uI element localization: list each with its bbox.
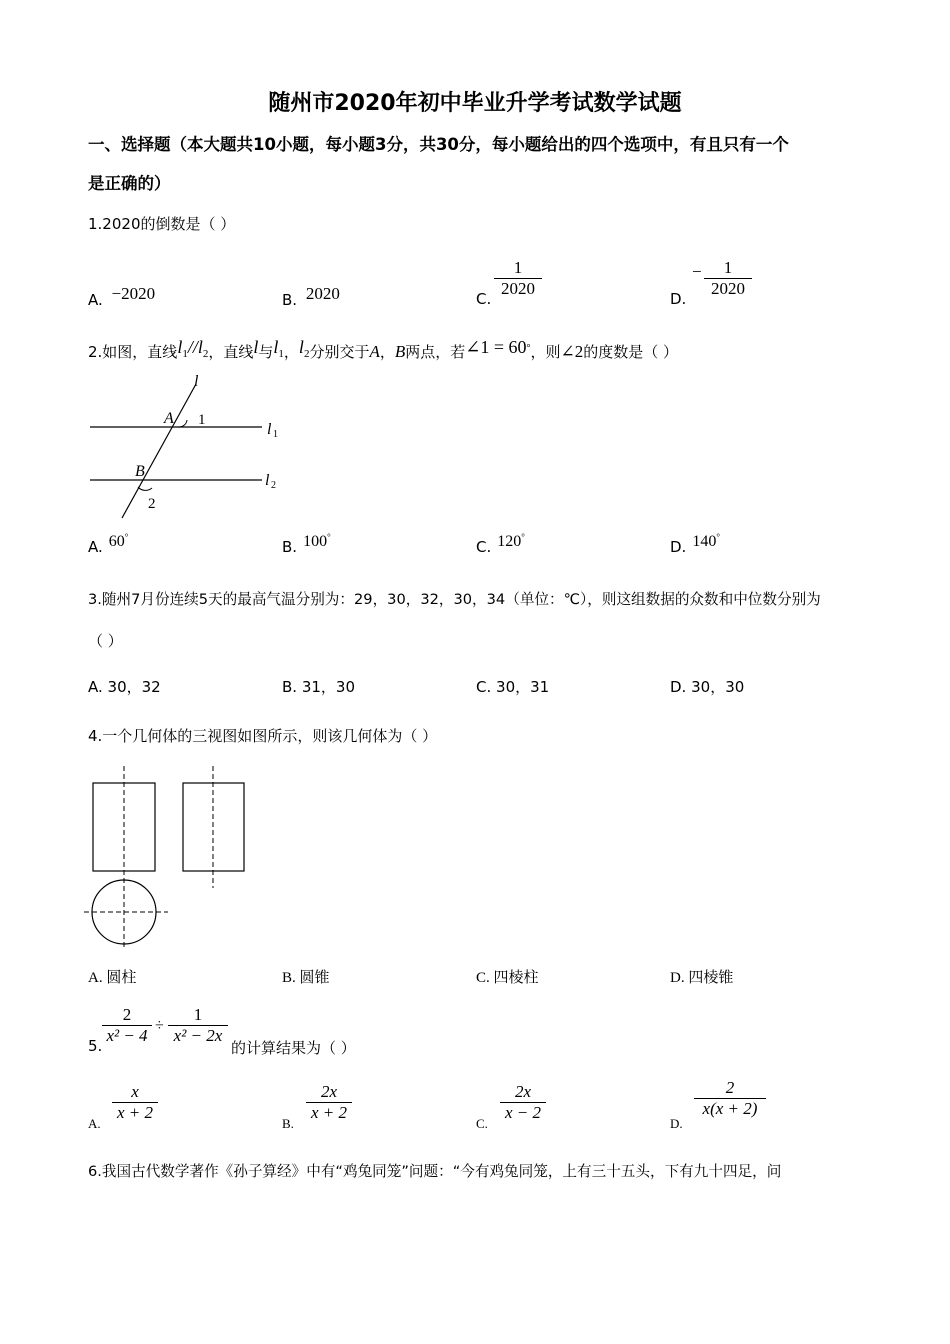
label-angle1: 1	[198, 412, 206, 428]
math: //l	[187, 337, 203, 357]
q1-option-b[interactable]	[282, 284, 340, 310]
q4-option-d[interactable]	[670, 966, 733, 987]
numerator: 2x	[320, 1082, 338, 1101]
option-value: 30，32	[107, 678, 161, 696]
q5-fraction2	[168, 1005, 228, 1046]
option-value: 30，31	[496, 678, 550, 696]
denominator: x² − 4	[106, 1026, 148, 1045]
option-letter: A.	[88, 538, 103, 556]
denominator: 2020	[501, 279, 535, 298]
option-letter: D.	[670, 678, 687, 696]
option-value: 60	[108, 533, 125, 550]
option-letter: D.	[670, 538, 687, 556]
numerator: 2	[122, 1005, 132, 1024]
option-value: 140	[692, 533, 717, 550]
degree: °	[327, 532, 331, 542]
text: 分别交于	[309, 343, 370, 361]
q5-option-a-fraction	[112, 1082, 158, 1123]
q1-option-d[interactable]	[670, 290, 686, 308]
option-letter: C.	[476, 970, 490, 986]
math: l	[273, 337, 279, 357]
label-l1-sub: 1	[273, 429, 278, 440]
q5-option-b-fraction	[306, 1082, 352, 1123]
label-A: A	[164, 410, 174, 427]
label-angle2: 2	[148, 496, 156, 512]
option-value: 四棱柱	[493, 970, 539, 986]
q4-three-view-figure	[84, 760, 254, 955]
option-letter: C.	[476, 678, 492, 696]
math: A	[369, 342, 380, 361]
q2-option-d[interactable]	[670, 532, 720, 557]
q5-fraction1	[102, 1005, 152, 1046]
q5-option-b[interactable]: B.	[282, 1116, 294, 1131]
degree: °	[124, 532, 129, 542]
option-letter: A.	[88, 678, 103, 696]
q4-stem: 4.一个几何体的三视图如图所示，则该几何体为（ ）	[88, 727, 438, 745]
option-letter: C.	[476, 290, 492, 308]
math: ∠1 = 60	[465, 337, 527, 357]
text: ，	[379, 343, 395, 361]
section-header-line2: 是正确的）	[88, 174, 171, 193]
option-letter: B.	[282, 291, 298, 309]
option-letter: B.	[282, 538, 298, 556]
q2-figure	[86, 370, 286, 525]
q2-stem	[88, 337, 679, 364]
numerator: 1	[193, 1005, 203, 1024]
option-value: −2020	[111, 284, 156, 303]
q4-option-a[interactable]	[88, 966, 136, 987]
text: 与	[258, 343, 274, 361]
option-letter: A.	[88, 970, 103, 986]
label-l: l	[194, 373, 199, 390]
option-letter: A.	[88, 291, 103, 309]
option-letter: C.	[476, 538, 492, 556]
numerator: x	[131, 1082, 139, 1101]
q5-option-c[interactable]: C.	[476, 1116, 488, 1131]
q5-number: 5.	[88, 1037, 103, 1055]
degree: °	[521, 532, 525, 542]
q3-option-d[interactable]	[670, 676, 744, 697]
option-value: 30，30	[691, 678, 745, 696]
denominator: x² − 2x	[173, 1026, 223, 1045]
math: l	[298, 337, 304, 357]
math: l	[253, 337, 259, 357]
page-title: 随州市2020年初中毕业升学考试数学试题	[268, 91, 682, 116]
option-value: 120	[497, 533, 522, 550]
subscript: 1	[182, 348, 188, 360]
numerator: 2x	[514, 1082, 532, 1101]
q3-option-a[interactable]	[88, 676, 161, 697]
denominator: 2020	[711, 279, 745, 298]
angle1-arc	[178, 420, 187, 427]
subscript: 1	[278, 348, 284, 360]
q2-option-c[interactable]	[476, 532, 525, 557]
q5-option-a[interactable]: A.	[88, 1116, 101, 1131]
text: ，则	[530, 343, 561, 361]
q2-option-b[interactable]	[282, 532, 331, 557]
q4-option-b[interactable]	[282, 966, 330, 987]
option-value: 31，30	[301, 678, 356, 696]
option-letter: B.	[282, 970, 296, 986]
q4-option-c[interactable]	[476, 966, 539, 987]
q1-option-d-sign: −	[692, 262, 702, 281]
option-value: 圆锥	[299, 970, 330, 986]
q5-stem-suffix: 的计算结果为（ ）	[231, 1039, 356, 1057]
denominator: x + 2	[310, 1103, 348, 1122]
q3-stem-line2: （ ）	[88, 632, 123, 650]
text: ，	[283, 343, 299, 361]
denominator: x − 2	[504, 1103, 542, 1122]
q1-stem: 1.2020的倒数是（ ）	[88, 215, 236, 233]
q3-stem-line1: 3.随州7月份连续5天的最高气温分别为：29，30，32，30，34（单位：℃），则这组数据的众数和中位数分别为	[88, 591, 821, 608]
option-letter: B.	[282, 678, 298, 696]
label-l2: l	[265, 472, 270, 489]
section-header-line1: 一、选择题（本大题共10小题，每小题3分，共30分，每小题给出的四个选项中，有且只有一个	[88, 135, 789, 154]
denominator: x(x + 2)	[702, 1099, 758, 1118]
q1-option-c-fraction	[494, 258, 542, 299]
math: l	[177, 337, 183, 357]
q6-stem: 6.我国古代数学著作《孙子算经》中有“鸡兔同笼”问题：“今有鸡兔同笼，上有三十五头，下有九十四足，问	[88, 1163, 782, 1180]
q3-option-b[interactable]	[282, 676, 355, 697]
numerator: 1	[723, 258, 733, 277]
option-letter: D.	[670, 290, 687, 308]
line-l	[122, 384, 196, 518]
q1-option-d-fraction	[704, 258, 752, 299]
angle2-arc	[138, 487, 152, 490]
degree: °	[526, 343, 531, 354]
label-B: B	[135, 463, 145, 480]
option-value: 2020	[305, 284, 340, 303]
option-letter: D.	[670, 970, 685, 986]
text: 2.如图，直线	[88, 343, 178, 361]
text: ，直线	[208, 343, 254, 361]
subscript: 2	[202, 348, 209, 360]
math: ∠2	[560, 342, 584, 361]
q5-option-c-fraction	[500, 1082, 546, 1123]
denominator: x + 2	[116, 1103, 154, 1122]
q1-option-a[interactable]	[88, 284, 156, 310]
label-l2-sub: 2	[271, 480, 276, 491]
label-l1: l	[267, 421, 272, 438]
degree: °	[716, 532, 720, 542]
q5-option-d[interactable]: D.	[670, 1116, 683, 1131]
option-value: 100	[303, 533, 328, 550]
math: B	[394, 342, 406, 361]
numerator: 2	[725, 1078, 735, 1097]
numerator: 1	[513, 258, 523, 277]
q1-option-c[interactable]	[476, 290, 491, 308]
q3-option-c[interactable]	[476, 676, 549, 697]
text: 的度数是（ ）	[583, 343, 679, 361]
option-value: 四棱锥	[688, 970, 734, 986]
text: 两点，若	[405, 343, 466, 361]
q2-option-a[interactable]	[88, 532, 129, 557]
q5-option-d-fraction	[694, 1078, 766, 1119]
q5-divide-sign: ÷	[155, 1017, 164, 1034]
subscript: 2	[303, 348, 310, 360]
option-value: 圆柱	[106, 970, 137, 986]
